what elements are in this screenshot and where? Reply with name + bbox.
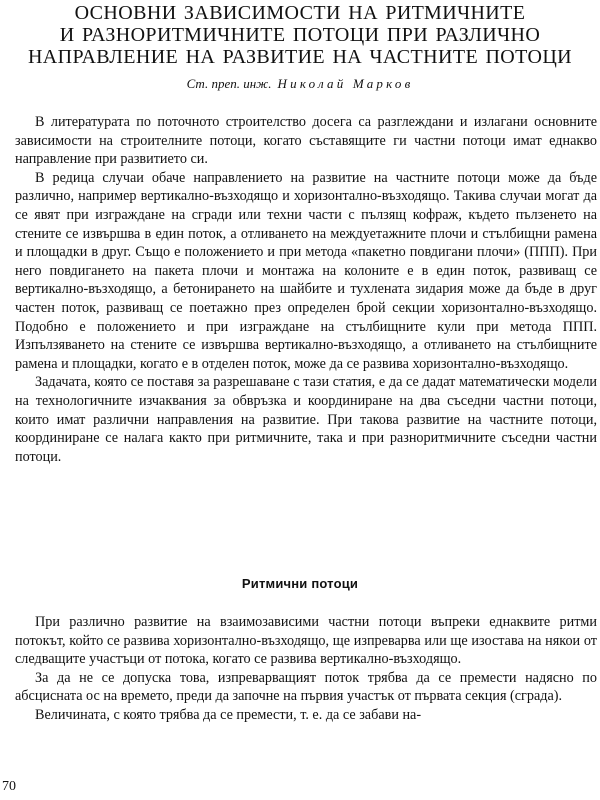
paragraph-2: В редица случаи обаче направлението на развитие на частните потоци може да бъде различно, например вертикално-възходящо и хоризонтално-възходящо. Такива случаи могат да се явят при изграждане на сгради или техни части с пълзящ кофраж, където пълзенето на стените се извършва в един поток, а отливането на междуетажните плочи и стълбищни рамена и площадки в друг. Също е положението и при метода «пакетно повдигани плочи» (ППП). При него повдигането на пакета плочи и монтажа на колоните е в един поток, развиващ се вертикално-възходящо, а бетонирането на шайбите и тухлената зидария може да бъде в друг частен поток, развиващ се поетажно през определен брой секции хоризонтално-възходящо. Подобно е положението и при изграждане на стълбищните кули при метода ППП. Изпълзяването на стените се извършва вертикално-възходящо, а отливането на стълбищните рамена и площадки, когато е в отделен поток, може да се развива хоризонтално-възходящо. (15, 169, 597, 372)
paragraph-3: Задачата, която се поставя за разрешаване с тази статия, е да се дадат математически модели на технологичните изчаквания за обвръзка и координиране на два съседни частни потоци, които имат различни направления на развитие. При такова развитие на частните потоци, координиране се налага както при ритмичните, така и при разноритмичните съседни частни потоци. (15, 374, 597, 465)
paragraph-4: При различно развитие на взаимозависими частни потоци въпреки еднаквите ритми потокът, който се развива хоризонтално-възходящо, ще изпреварва или ще изостава на някои от следващите участъци от потока, когато се развива вертикално-възходящо. (15, 614, 597, 668)
page-number: 70 (2, 779, 16, 794)
author-prefix: Ст. преп. инж. (186, 76, 272, 91)
author-name: Николай Марков (277, 76, 414, 91)
title-line-3: НАПРАВЛЕНИЕ НА РАЗВИТИЕ НА ЧАСТНИТЕ ПОТОЦИ (27, 46, 573, 68)
article-title (0, 2, 600, 68)
title-line-1: ОСНОВНИ ЗАВИСИМОСТИ НА РИТМИЧНИТЕ (74, 2, 526, 24)
title-line-2: И РАЗНОРИТМИЧНИТЕ ПОТОЦИ ПРИ РАЗЛИЧНО (59, 24, 541, 46)
author-line (0, 76, 600, 92)
section-heading: Ритмични потоци (241, 576, 359, 591)
intro-text-block (15, 113, 597, 466)
paragraph-5: За да не се допуска това, изпреварващият поток трябва да се премести надясно по абсцисната ос на времето, преди да започне на първия участък от първата секция (сграда). (15, 669, 597, 705)
section-text-block (15, 613, 597, 725)
paragraph-1: В литературата по поточното строителство досега са разглеждани и излагани основните зависимости на строителните потоци, когато съставящите ги частни потоци имат еднакво направление при развитието си. (15, 114, 597, 168)
paragraph-6: Величината, с която трябва да се премести, т. е. да се забави на- (35, 706, 422, 723)
